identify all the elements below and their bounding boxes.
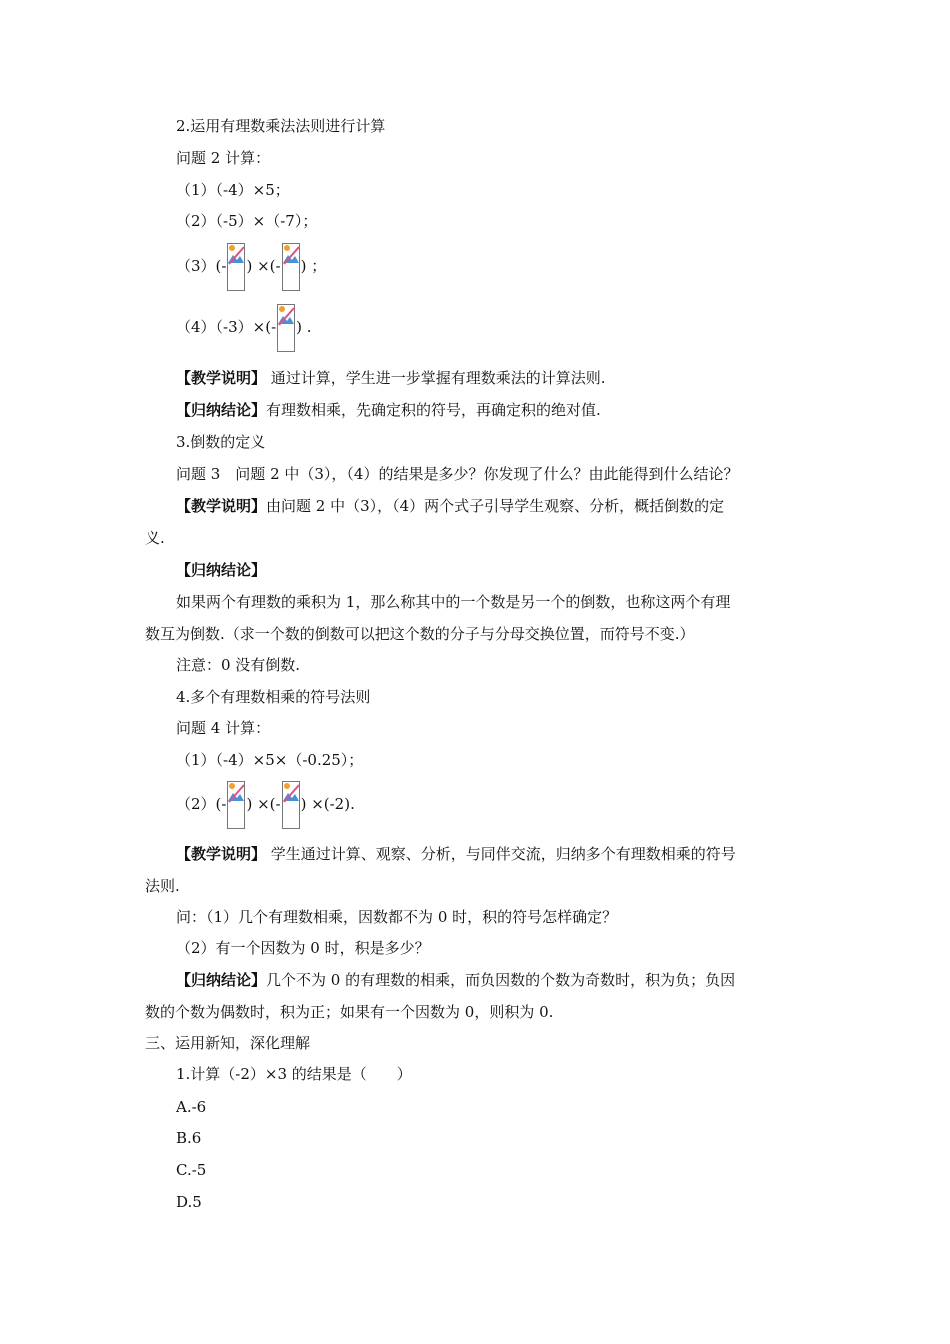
fraction-image-icon <box>277 304 295 352</box>
teaching-note-2-continued: 义. <box>145 529 165 547</box>
conclusion-3 <box>176 970 735 990</box>
problem-2-item-1: （1）（-4）×5； <box>176 181 290 199</box>
problem-2-item-3 <box>176 241 326 291</box>
option-b: B.6 <box>176 1129 202 1147</box>
conclusion-3-continued: 数的个数为偶数时，积为正；如果有一个因数为 0，则积为 0. <box>145 1003 554 1021</box>
part-3-title: 三、运用新知，深化理解 <box>145 1034 311 1052</box>
conclusion-text: 几个不为 0 的有理数的相乘，而负因数的个数为奇数时，积为负；负因 <box>266 971 736 989</box>
question-1: 问：（1）几个有理数相乘，因数都不为 0 时，积的符号怎样确定？ <box>176 908 618 926</box>
note-text: 注意：0 没有倒数. <box>176 656 301 674</box>
option-d: D.5 <box>176 1193 202 1211</box>
item-3-middle: ) ×(- <box>246 257 281 275</box>
conclusion-text: 有理数相乘，先确定积的符号，再确定积的绝对值. <box>266 401 601 419</box>
conclusion-1 <box>176 400 601 420</box>
item-2-suffix: ) ×(-2). <box>300 795 355 813</box>
item-3-prefix: （3）(- <box>176 257 227 275</box>
item-4-prefix: （4）（-3）×(- <box>176 318 277 336</box>
problem-2-item-2: （2）（-5）×（-7）； <box>176 212 318 230</box>
definition-line-2: 数互为倒数.（求一个数的倒数可以把这个数的分子与分母交换位置，而符号不变.） <box>145 625 695 643</box>
teaching-text: 由问题 2 中（3），（4）两个式子引导学生观察、分析，概括倒数的定 <box>266 497 725 515</box>
problem-4-title: 问题 4 计算： <box>176 719 271 737</box>
item-4-suffix: ) . <box>296 318 312 336</box>
problem-4-item-1: （1）（-4）×5×（-0.25）； <box>176 751 364 769</box>
fraction-image-icon <box>227 243 245 291</box>
item-2-prefix: （2）(- <box>176 795 227 813</box>
teaching-note-3-continued: 法则. <box>145 877 180 895</box>
section-2-title: 2.运用有理数乘法法则进行计算 <box>176 117 386 135</box>
question-2: （2）有一个因数为 0 时，积是多少？ <box>176 939 430 957</box>
teaching-note-3 <box>176 844 736 864</box>
teaching-label: 【教学说明】 <box>176 369 267 387</box>
problem-4-item-2 <box>176 779 355 829</box>
teaching-note-1 <box>176 368 606 388</box>
fraction-image-icon <box>227 781 245 829</box>
teaching-label: 【教学说明】 <box>176 497 267 515</box>
section-3-title: 3.倒数的定义 <box>176 433 266 451</box>
conclusion-label: 【归纳结论】 <box>176 971 267 989</box>
definition-line-1: 如果两个有理数的乘积为 1，那么称其中的一个数是另一个的倒数，也称这两个有理 <box>176 593 731 611</box>
teaching-label: 【教学说明】 <box>176 845 267 863</box>
option-c: C.-5 <box>176 1161 207 1179</box>
problem-2-title: 问题 2 计算： <box>176 149 271 167</box>
problem-2-item-4 <box>176 302 312 352</box>
conclusion-label: 【归纳结论】 <box>176 401 267 419</box>
conclusion-2-label: 【归纳结论】 <box>176 561 267 579</box>
fraction-image-icon <box>282 243 300 291</box>
teaching-text: 通过计算，学生进一步掌握有理数乘法的计算法则. <box>266 369 606 387</box>
option-a: A.-6 <box>176 1098 207 1116</box>
teaching-note-2 <box>176 496 724 516</box>
problem-3-text: 问题 3 问题 2 中（3），（4）的结果是多少？你发现了什么？由此能得到什么结论？ <box>176 465 739 483</box>
section-4-title: 4.多个有理数相乘的符号法则 <box>176 688 371 706</box>
exercise-1: 1.计算（-2）×3 的结果是（ ） <box>176 1065 412 1083</box>
item-3-suffix: ) ； <box>300 257 327 275</box>
fraction-image-icon <box>282 781 300 829</box>
item-2-middle: ) ×(- <box>246 795 281 813</box>
teaching-text: 学生通过计算、观察、分析，与同伴交流，归纳多个有理数相乘的符号 <box>266 845 736 863</box>
